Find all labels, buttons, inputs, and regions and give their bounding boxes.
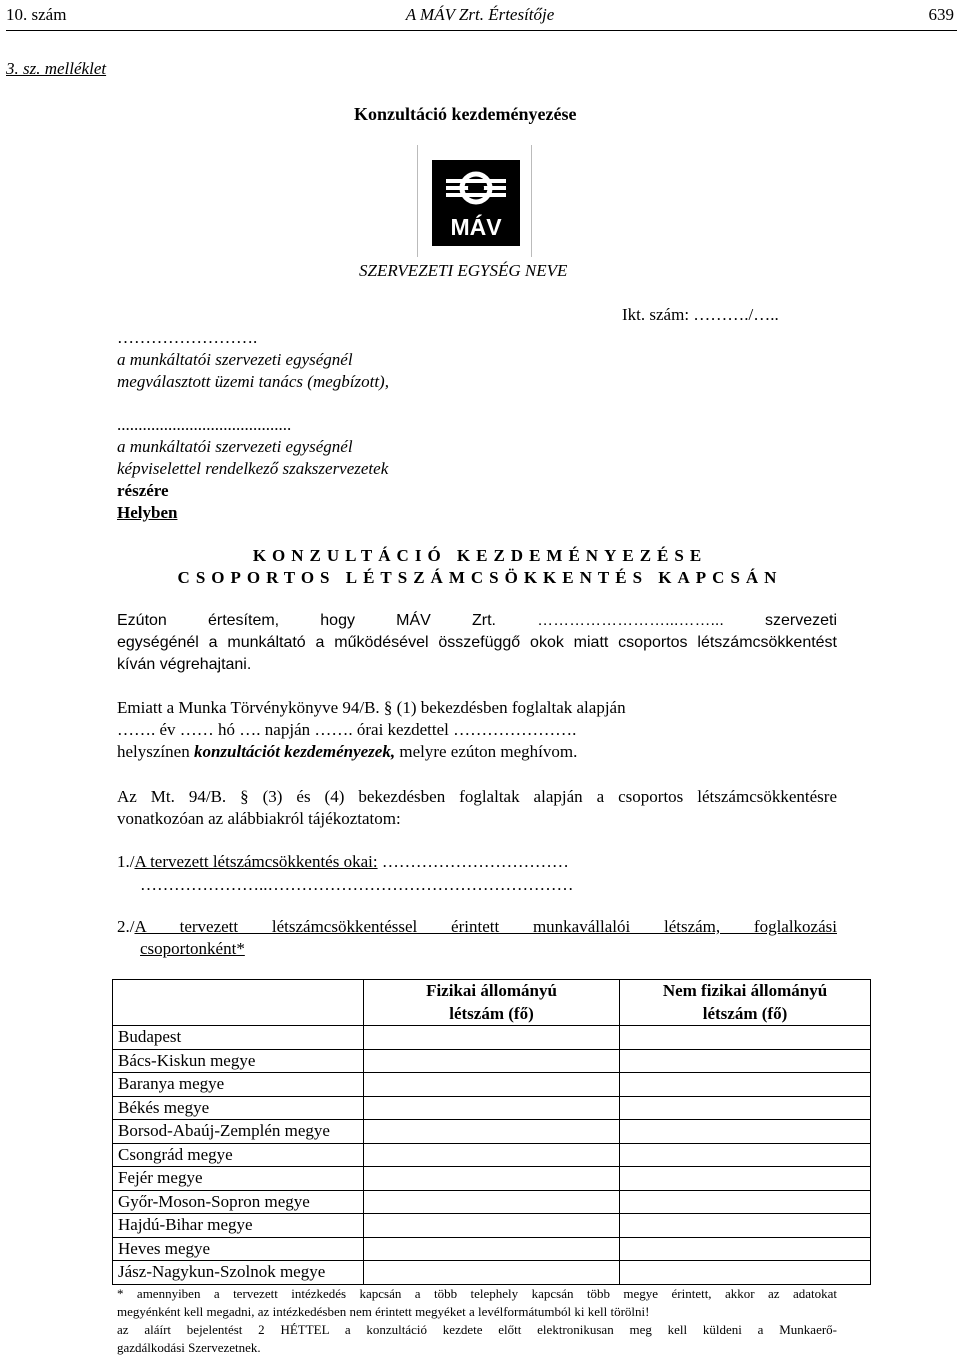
para3-line2: vonatkozóan az alábbiakról tájékoztatom: [117,809,401,828]
footnote-line3: az aláírt bejelentést 2 HÉTTEL a konzultáció kezdete előtt elektronikusan meg kell küldeni a Munkaerő- [117,1322,837,1337]
registration-number: Ikt. szám: ………./….. [622,305,779,324]
recipient1-line2: megválasztott üzemi tanács (megbízott), [117,372,389,391]
item2-label-l1: A tervezett létszámcsökkentéssel érintett munkavállalói létszám, foglalkozási [134,917,837,936]
table-header-row [113,980,871,1026]
item2-label-l2: csoportonként* [140,939,245,958]
col-physical-header [364,980,620,1026]
para2-line1: Emiatt a Munka Törvénykönyve 94/B. § (1) bekezdésben foglaltak alapján [117,698,626,717]
table-row [113,1073,871,1097]
nonphysical-cell[interactable] [620,1026,871,1050]
item1-number: 1./ [117,852,135,871]
nonphysical-cell[interactable] [620,1214,871,1238]
unit-name-label: SZERVEZETI EGYSÉG NEVE [359,261,568,280]
col-physical-l2: létszám (fő) [449,1003,534,1023]
county-cell: Budapest [113,1026,364,1050]
county-cell: Bács-Kiskun megye [113,1049,364,1073]
table-row [113,1120,871,1144]
county-cell: Győr-Moson-Sopron megye [113,1190,364,1214]
item2-line1 [117,916,837,938]
mav-logo-icon [432,160,520,246]
physical-cell[interactable] [364,1190,620,1214]
helyben-label: Helyben [117,503,178,522]
footnote-line4: gazdálkodási Szervezetnek. [117,1340,261,1355]
county-cell: Békés megye [113,1096,364,1120]
physical-cell[interactable] [364,1214,620,1238]
county-cell: Baranya megye [113,1073,364,1097]
para2-line3 [117,741,577,763]
table-row [113,1261,871,1285]
county-cell: Heves megye [113,1237,364,1261]
para2-line3-b: konzultációt kezdeményezek, [193,742,396,761]
heading-line1: KONZULTÁCIÓ KEZDEMÉNYEZÉSE [252,546,708,565]
para1-line2: egységénél a munkáltató a működésével összefüggő okok miatt csoportos létszámcsökkentést [117,634,837,651]
table-row [113,1049,871,1073]
nonphysical-cell[interactable] [620,1120,871,1144]
physical-cell[interactable] [364,1143,620,1167]
col-nonphysical-l1: Nem fizikai állományú [662,981,828,1000]
county-cell: Csongrád megye [113,1143,364,1167]
page-title: Konzultáció kezdeményezése [354,104,577,124]
table-row [113,1190,871,1214]
nonphysical-cell[interactable] [620,1261,871,1285]
para2-line2: ……. év …… hó …. napján ……. órai kezdettel …………………. [117,720,577,739]
nonphysical-cell[interactable] [620,1167,871,1191]
physical-cell[interactable] [364,1026,620,1050]
issue-number: 10. szám [6,5,67,24]
physical-cell[interactable] [364,1167,620,1191]
recipient2-dots: ......................................... [117,415,292,434]
physical-cell[interactable] [364,1237,620,1261]
col-physical-l1: Fizikai állományú [426,981,557,1000]
table-row [113,1237,871,1261]
staff-table [112,979,871,1285]
table-row [113,1026,871,1050]
physical-cell[interactable] [364,1120,620,1144]
county-cell: Borsod-Abaúj-Zemplén megye [113,1120,364,1144]
recipient2-line2: képviselettel rendelkező szakszervezetek [117,459,389,478]
para2-line3-c: melyre ezúton meghívom. [395,742,578,761]
item1-dots1: …………………………… [381,852,569,871]
physical-cell[interactable] [364,1073,620,1097]
reszere-label: részére [117,481,169,500]
table-corner-cell [113,980,364,1026]
item1-label: A tervezett létszámcsökkentés okai: [134,852,378,871]
col-nonphysical-l2: létszám (fő) [702,1003,788,1023]
footnote-line2: megyénként kell megadni, az intézkedésben nem érintett megyéket a levélformátumból ki kell törölni! [117,1304,650,1319]
physical-cell[interactable] [364,1261,620,1285]
county-cell: Hajdú-Bihar megye [113,1214,364,1238]
footnote-line1: * amennyiben a tervezett intézkedés kapcsán a több telephely kapcsán több megye érintett, akkor az adatokat [117,1286,837,1301]
table-row [113,1143,871,1167]
recipient1-line1: a munkáltatói szervezeti egységnél [117,350,353,369]
item1-dots2: …………………..……………………………………………… [140,875,574,894]
nonphysical-cell[interactable] [620,1073,871,1097]
col-nonphysical-header [620,980,871,1026]
county-cell: Jász-Nagykun-Szolnok megye [113,1261,364,1285]
table-row [113,1167,871,1191]
nonphysical-cell[interactable] [620,1096,871,1120]
para2-line3-a: helyszínen [117,742,194,761]
item1 [117,851,569,873]
header-rule [6,30,957,31]
page-number: 639 [928,5,954,24]
logo-text: MÁV [450,214,502,240]
nonphysical-cell[interactable] [620,1237,871,1261]
physical-cell[interactable] [364,1096,620,1120]
recipient2-line1: a munkáltatói szervezeti egységnél [117,437,353,456]
para1-line1: Ezúton értesítem, hogy MÁV Zrt. ……………………...……... szervezeti [117,612,837,629]
table-row [113,1096,871,1120]
para1-line3: kíván végrehajtani. [117,656,252,673]
nonphysical-cell[interactable] [620,1049,871,1073]
table-row [113,1214,871,1238]
nonphysical-cell[interactable] [620,1143,871,1167]
annex-label: 3. sz. melléklet [6,59,107,78]
physical-cell[interactable] [364,1049,620,1073]
county-cell: Fejér megye [113,1167,364,1191]
journal-title: A MÁV Zrt. Értesítője [405,5,555,24]
nonphysical-cell[interactable] [620,1190,871,1214]
recipient1-dots: ……………………. [117,328,258,347]
item2-number: 2./ [117,917,135,936]
para3-line1: Az Mt. 94/B. § (3) és (4) bekezdésben foglaltak alapján a csoportos létszámcsökkentésre [117,787,837,806]
heading-line2: CSOPORTOS LÉTSZÁMCSÖKKENTÉS KAPCSÁN [177,568,783,587]
